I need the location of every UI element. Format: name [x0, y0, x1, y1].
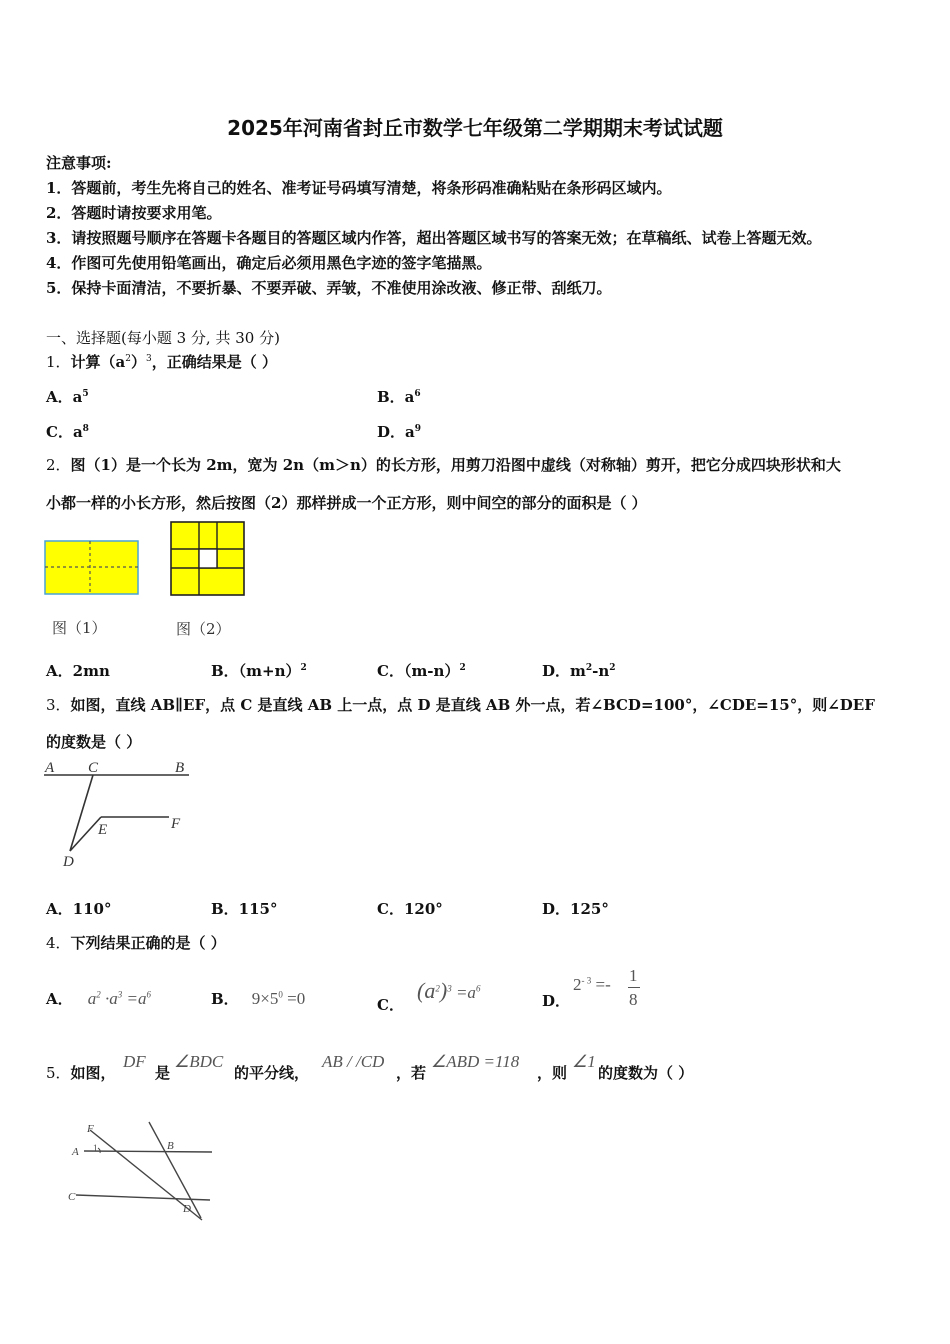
- option-d[interactable]: D．125°: [542, 900, 609, 918]
- notice-item: 4．作图可先使用铅笔画出，确定后必须用黑色字迹的签字笔描黑。: [46, 254, 492, 272]
- question-number: 1．: [46, 353, 71, 371]
- point-label-c: C: [68, 1191, 76, 1203]
- question-2: 2．图（1）是一个长为 2m，宽为 2n（m＞n）的长方形，用剪刀沿图中虚线（对称轴）剪开，把它分成四块形状和大: [46, 456, 841, 474]
- option-a[interactable]: A． $a^2 \cdot a^3 =a^6$: [46, 989, 151, 1008]
- figure-angle-bisector: [64, 1114, 224, 1226]
- notice-item: 5．保持卡面清洁，不要折暴、不要弄破、弄皱，不准使用涂改液、修正带、刮纸刀。: [46, 279, 612, 297]
- point-label-b: B: [167, 1140, 174, 1152]
- option-c[interactable]: C．120°: [377, 900, 443, 918]
- point-label-a: A: [72, 1146, 79, 1158]
- point-label-b: B: [175, 760, 185, 776]
- question-2-line2: 小都一样的小长方形，然后按图（2）那样拼成一个正方形，则中间空的部分的面积是（ ）: [46, 494, 647, 512]
- question-number: 2．: [46, 456, 71, 474]
- point-label-d: D: [63, 854, 74, 870]
- option-b[interactable]: B．$a^6$: [377, 388, 421, 406]
- figure-1-caption: 图（1）: [52, 619, 107, 637]
- point-label-f: F: [87, 1123, 94, 1135]
- figure-2-caption: 图（2）: [176, 620, 231, 638]
- option-d[interactable]: D．$a^9$: [377, 423, 421, 441]
- figure-rectangles: [44, 520, 254, 600]
- question-number: 5．: [46, 1064, 71, 1082]
- notice-heading: 注意事项:: [46, 154, 112, 172]
- point-label-d: D: [183, 1203, 191, 1215]
- option-b[interactable]: B．115°: [211, 900, 278, 918]
- question-number: 3．: [46, 696, 71, 714]
- option-a[interactable]: A．2mn: [46, 662, 110, 680]
- question-5: 5．如图，: [46, 1064, 116, 1082]
- point-label-c: C: [88, 760, 99, 776]
- math-angle-1: ∠1: [572, 1052, 596, 1071]
- notice-item: 3．请按照题号顺序在答题卡各题目的答题区域内作答，超出答题区域书写的答案无效；在草稿纸、试卷上答题无效。: [46, 229, 822, 247]
- option-a[interactable]: A．$a^5$: [46, 388, 89, 406]
- notice-item: 1．答题前，考生先将自己的姓名、准考证号码填写清楚，将条形码准确粘贴在条形码区域内。: [46, 179, 672, 197]
- option-b[interactable]: B． $9\times 5^0 =0$: [211, 989, 306, 1008]
- section-heading: 一、选择题(每小题 3 分, 共 30 分): [46, 329, 280, 347]
- notice-item: 2．答题时请按要求用笔。: [46, 204, 222, 222]
- point-label-f: F: [171, 816, 181, 832]
- question-4: 4．下列结果正确的是（ ）: [46, 934, 226, 952]
- option-c[interactable]: C． $(a^2)^3 =a^6$: [377, 978, 481, 1014]
- angle-label-1: 1: [93, 1143, 98, 1153]
- point-label-a: A: [45, 760, 55, 776]
- point-label-e: E: [98, 822, 108, 838]
- figure-parallel-lines: [42, 756, 202, 874]
- option-b[interactable]: B．$(m+n)^2$: [211, 662, 307, 680]
- question-number: 4．: [46, 934, 71, 952]
- question-3: 3．如图，直线 AB∥EF，点 C 是直线 AB 上一点，点 D 是直线 AB 外一点，若∠BCD=100°，∠CDE=15°，则∠DEF: [46, 696, 875, 714]
- question-3-line2: 的度数是（ ）: [46, 733, 142, 751]
- math-angle-abd: ∠ABD =118: [431, 1052, 520, 1071]
- option-d[interactable]: D．$m^2-n^2$: [542, 662, 616, 680]
- question-1: 1．计算$(a^2)^3$，正确结果是（ ）: [46, 353, 277, 371]
- math-parallel: AB / /CD: [322, 1052, 385, 1071]
- option-c[interactable]: C．$a^8$: [46, 423, 89, 441]
- page-title: 2025年河南省封丘市数学七年级第二学期期末考试试题: [227, 116, 723, 140]
- math-df: DF: [123, 1052, 146, 1071]
- option-a[interactable]: A．110°: [46, 900, 112, 918]
- option-c[interactable]: C．$(m-n)^2$: [377, 662, 466, 680]
- math-angle-bdc: ∠BDC: [174, 1052, 224, 1071]
